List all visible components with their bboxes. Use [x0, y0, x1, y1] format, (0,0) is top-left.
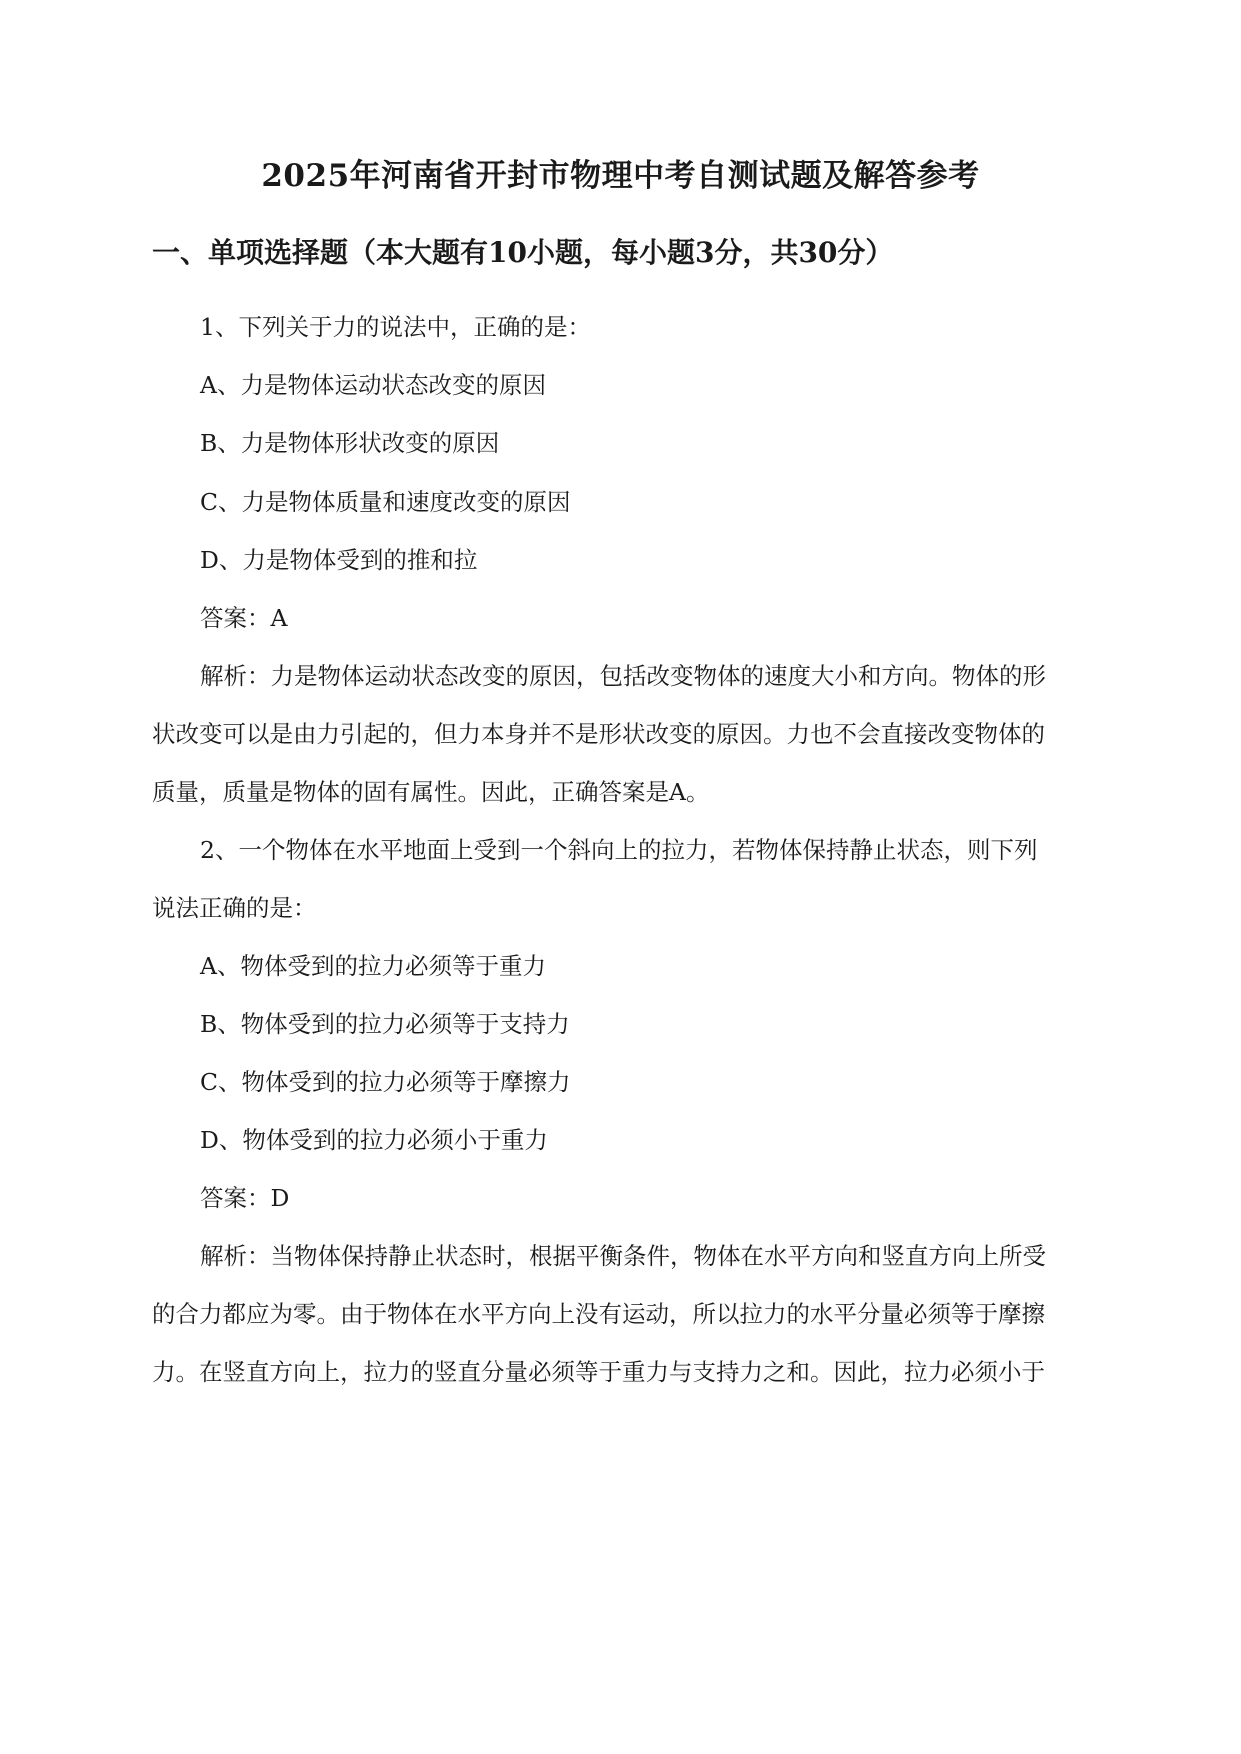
question-2-stem-line: 说法正确的是：: [152, 894, 317, 922]
question-1-option-d: D、力是物体受到的推和拉: [200, 546, 478, 574]
question-1-option-b: B、力是物体形状改变的原因: [200, 429, 500, 457]
question-2-stem-line: 2、一个物体在水平地面上受到一个斜向上的拉力，若物体保持静止状态，则下列: [200, 836, 1038, 864]
question-1-answer: 答案：A: [200, 604, 288, 632]
question-2-option-c: C、物体受到的拉力必须等于摩擦力: [200, 1068, 571, 1096]
question-1-analysis-line: 质量，质量是物体的固有属性。因此，正确答案是A。: [152, 778, 710, 806]
question-2-analysis-line: 的合力都应为零。由于物体在水平方向上没有运动，所以拉力的水平分量必须等于摩擦: [152, 1300, 1045, 1328]
document-title: 2025年河南省开封市物理中考自测试题及解答参考: [261, 158, 980, 194]
question-2-option-b: B、物体受到的拉力必须等于支持力: [200, 1010, 570, 1038]
question-2-option-d: D、物体受到的拉力必须小于重力: [200, 1126, 548, 1154]
question-2-answer: 答案：D: [200, 1184, 290, 1212]
question-2-analysis-line: 解析：当物体保持静止状态时，根据平衡条件，物体在水平方向和竖直方向上所受: [200, 1242, 1046, 1270]
section-heading: 一、单项选择题（本大题有10小题，每小题3分，共30分）: [152, 236, 894, 269]
question-1-option-a: A、力是物体运动状态改变的原因: [200, 371, 546, 399]
question-1-stem: 1、下列关于力的说法中，正确的是：: [200, 313, 591, 341]
question-2-analysis-line: 力。在竖直方向上，拉力的竖直分量必须等于重力与支持力之和。因此，拉力必须小于: [152, 1358, 1045, 1386]
question-1-option-c: C、力是物体质量和速度改变的原因: [200, 488, 571, 516]
question-2-option-a: A、物体受到的拉力必须等于重力: [200, 952, 546, 980]
question-1-analysis-line: 状改变可以是由力引起的，但力本身并不是形状改变的原因。力也不会直接改变物体的: [152, 720, 1045, 748]
question-1-analysis-line: 解析：力是物体运动状态改变的原因，包括改变物体的速度大小和方向。物体的形: [200, 662, 1046, 690]
